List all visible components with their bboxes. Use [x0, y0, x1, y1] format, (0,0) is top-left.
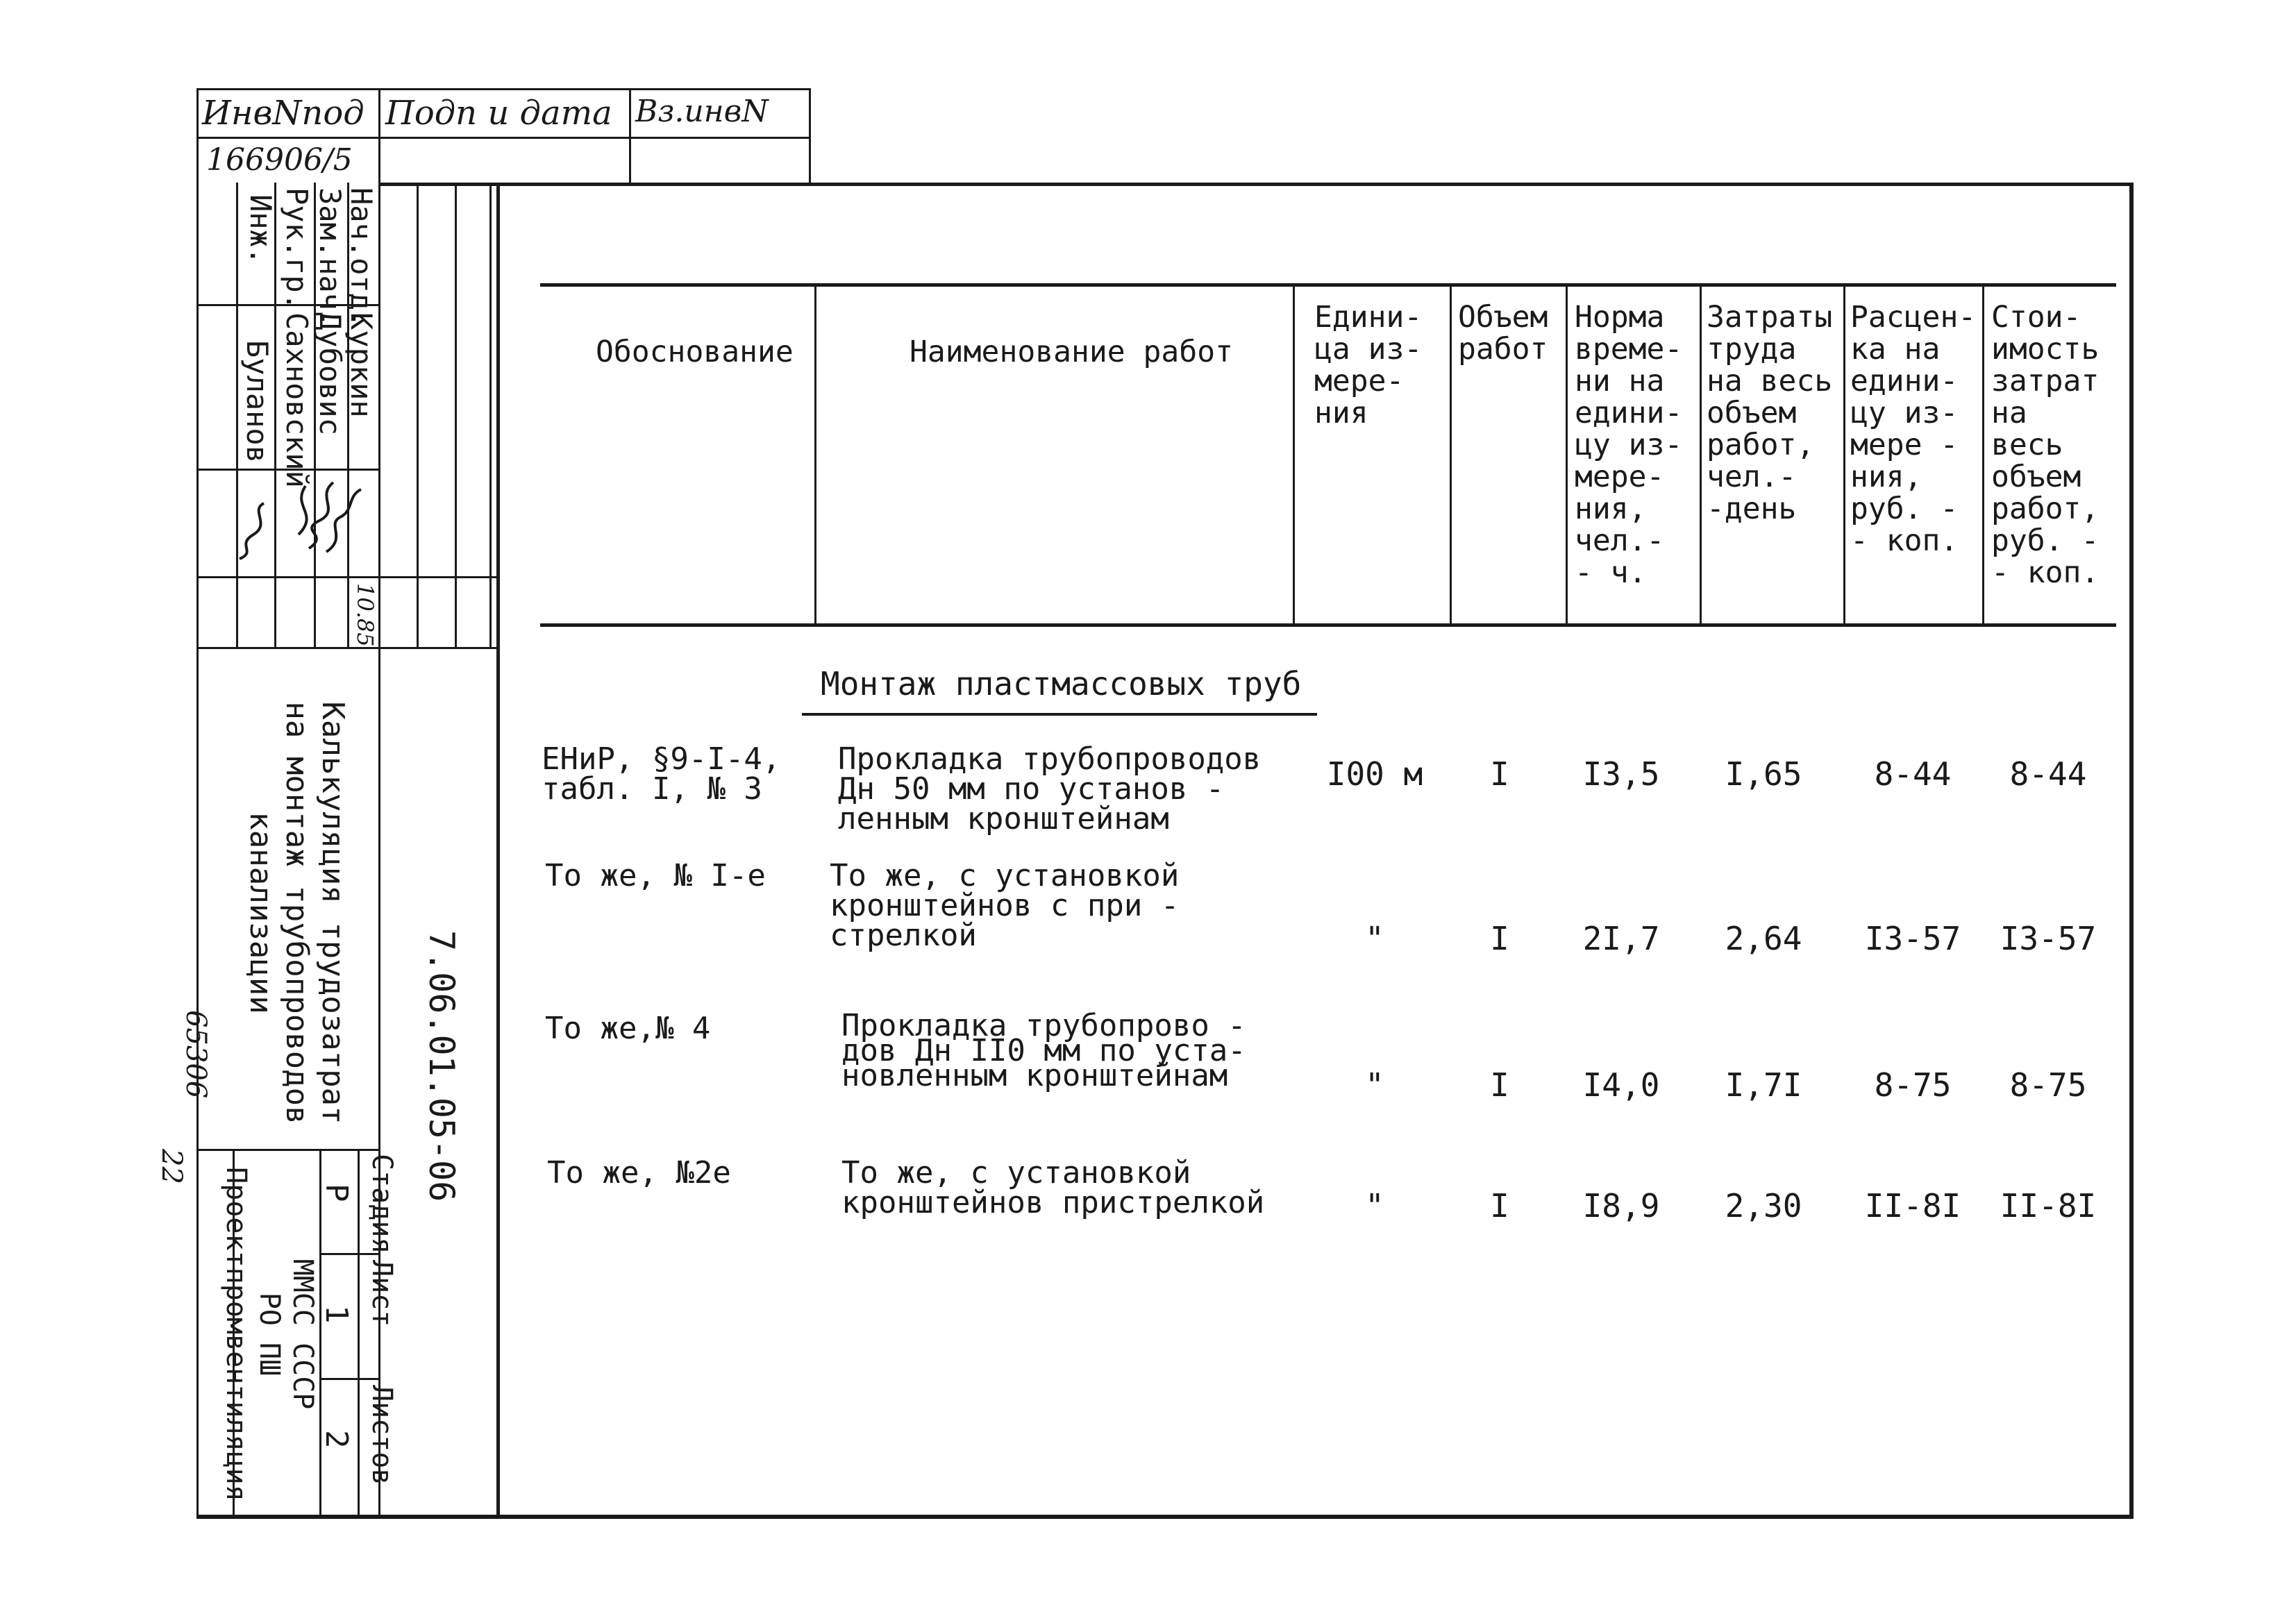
- row-work-name: Прокладка трубопроводов Дн 50 мм по установ - ленным кронштейнам: [838, 741, 1262, 836]
- row-price: 8-75: [1874, 1066, 1952, 1104]
- row-unit: ": [1365, 1187, 1384, 1225]
- row-basis: ЕНиР, §9-I-4, табл. I, № 3: [542, 741, 781, 807]
- approval-name-4: Буланов: [240, 340, 274, 464]
- approval-role-4: Инж.: [244, 194, 278, 265]
- document-title: Калькуляция трудозатрат на монтаж трубопроводов канализации: [243, 701, 351, 1125]
- sheet-value: 1: [319, 1305, 354, 1324]
- header-work-name: Наименование работ: [910, 335, 1233, 369]
- approval-name-3: Сахновский: [280, 312, 314, 488]
- section-underline: [802, 713, 1317, 716]
- header-volume: Объем работ: [1458, 300, 1548, 367]
- header-labor: Затраты труда на весь объем работ, чел.- -день: [1707, 300, 1833, 526]
- approval-role-1: Нач.отд.: [344, 187, 378, 328]
- table-header-top: [540, 283, 2116, 287]
- row-norm: 2I,7: [1582, 920, 1660, 957]
- row-basis: То же,№ 4: [545, 1011, 711, 1046]
- header-basis: Обоснование: [596, 335, 794, 369]
- row-norm: I8,9: [1582, 1187, 1660, 1225]
- row-volume: I: [1490, 1066, 1509, 1104]
- row-basis: То же, № I-е: [545, 858, 766, 893]
- approval-name-1: Куркин: [344, 312, 378, 418]
- stamp-replacement-header: Вз.инвN: [635, 94, 769, 129]
- sheets-value: 2: [319, 1430, 354, 1449]
- row-unit: ": [1365, 1066, 1384, 1104]
- row-price: 8-44: [1874, 755, 1952, 793]
- row-norm: I4,0: [1582, 1066, 1660, 1104]
- stamp-inventory-number: 166906/5: [206, 142, 353, 178]
- row-basis: То же, №2е: [547, 1155, 731, 1191]
- row-labor: 2,64: [1725, 920, 1802, 957]
- row-price: I3-57: [1864, 920, 1961, 957]
- row-volume: I: [1490, 755, 1509, 793]
- row-unit: I00 м: [1326, 755, 1423, 793]
- frame-right: [2129, 183, 2134, 1519]
- row-cost: II-8I: [2000, 1187, 2097, 1225]
- section-title: Монтаж пластмассовых труб: [821, 665, 1302, 703]
- margin-page: 22: [156, 1149, 187, 1184]
- row-labor: I,65: [1725, 755, 1802, 793]
- row-labor: I,7I: [1725, 1066, 1802, 1104]
- approval-signatures: [222, 476, 382, 573]
- row-cost: 8-44: [2009, 755, 2087, 793]
- approval-name-2: Дубовис: [313, 312, 347, 436]
- stamp-signature-header: Подп и дата: [385, 94, 612, 133]
- row-volume: I: [1490, 1187, 1509, 1225]
- approval-role-2: Зам.нач.: [313, 187, 347, 328]
- document-code: 7.06.01.05-06: [421, 930, 462, 1202]
- margin-number: 65306: [180, 1010, 212, 1099]
- row-norm: I3,5: [1582, 755, 1660, 793]
- table-header-bottom: [540, 623, 2116, 627]
- header-cost: Стои- имость затрат на весь объем работ, руб. - - коп.: [1991, 300, 2100, 590]
- header-price: Расцен- ка на едини- цу из- мере - ния, руб. - - коп.: [1850, 300, 1977, 558]
- frame-bottom: [196, 1515, 2133, 1519]
- row-price: II-8I: [1864, 1187, 1961, 1225]
- row-cost: I3-57: [2000, 920, 2097, 957]
- stage-value: Р: [319, 1184, 354, 1202]
- frame-main-left: [496, 183, 500, 1517]
- inventory-stamp: [196, 88, 811, 184]
- row-cost: 8-75: [2009, 1066, 2087, 1104]
- header-norm: Норма време- ни на едини- цу из- мере- ния, чел.- - ч.: [1575, 300, 1683, 590]
- sheet-label: Лист: [366, 1260, 398, 1327]
- approval-date: 10.85: [352, 583, 378, 647]
- row-work-name: То же, с установкой кронштейнов с при - стрелкой: [830, 858, 1180, 953]
- header-unit: Едини- ца из- мере- ния: [1314, 300, 1423, 430]
- row-labor: 2,30: [1725, 1187, 1802, 1225]
- row-unit: ": [1365, 920, 1384, 957]
- frame-top: [378, 183, 2133, 186]
- stamp-inventory-header: ИнвNпод: [202, 94, 364, 133]
- stage-label: Стадия: [366, 1154, 398, 1254]
- row-work-name: То же, с установкой кронштейнов пристрелкой: [841, 1155, 1265, 1220]
- sheets-label: Листов: [366, 1385, 398, 1486]
- row-volume: I: [1490, 920, 1509, 957]
- frame-strip-left: [196, 88, 199, 1517]
- row-work-name: Прокладка трубопрово - дов Дн II0 мм по уста- новленным кронштейнам: [841, 1008, 1246, 1093]
- approval-role-3: Рук.гр.: [280, 187, 314, 311]
- organization: ММСС СССР РО ПШ Проектпромвентиляция: [220, 1167, 319, 1502]
